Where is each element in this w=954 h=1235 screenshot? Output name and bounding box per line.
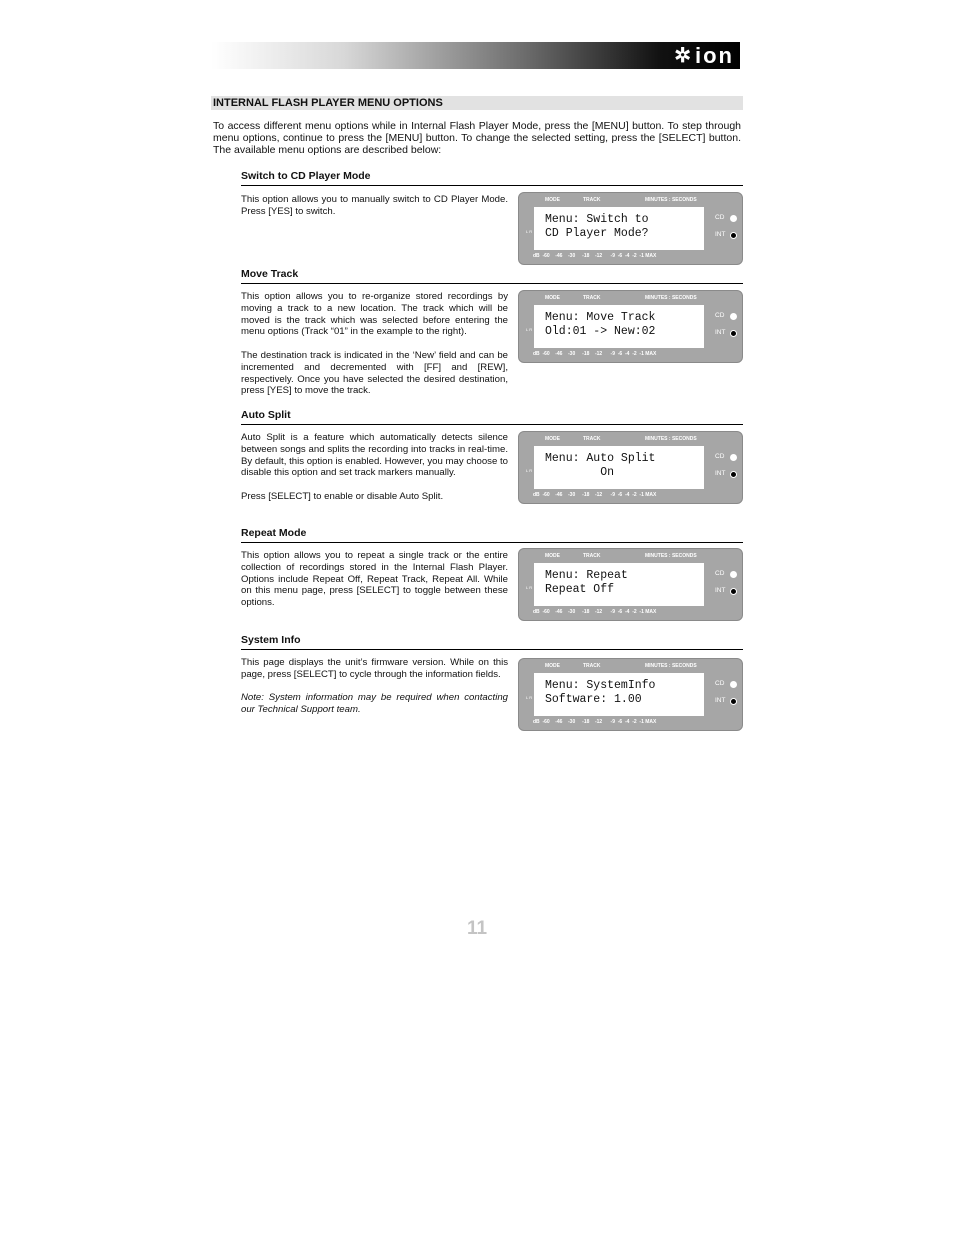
- paragraph: This option allows you to repeat a single track or the entire collection of recordings stored in the Internal Flash Player. Options include Repeat Off, Repeat Track, Repeat All. While on this menu page, press [SELECT] to toggle between these options.: [241, 550, 508, 609]
- section-title: INTERNAL FLASH PLAYER MENU OPTIONS: [211, 96, 743, 110]
- lcd-meter-scale: dB -60 -46 -30 -18 -12 -9 -6 -4 -2 -1 MAX: [533, 351, 657, 357]
- lcd-int-label: INT: [715, 587, 726, 594]
- subsection-text: [241, 550, 508, 621]
- subsection-text: [241, 194, 508, 229]
- lcd-int-label: INT: [715, 231, 726, 238]
- lcd-channel-label: L R: [526, 229, 533, 234]
- lcd-cd-label: CD: [715, 453, 725, 460]
- page-number: 11: [466, 918, 488, 939]
- lcd-int-label: INT: [715, 697, 726, 704]
- lcd-mode-label: MODE: [545, 436, 560, 442]
- subsection-text: [241, 432, 508, 515]
- header-bar: [211, 42, 740, 69]
- cd-indicator-icon: [730, 215, 737, 222]
- subsection-title: Auto Split: [241, 409, 743, 425]
- lcd-minutes-label: MINUTES : SECONDS: [645, 436, 697, 442]
- lcd-track-label: TRACK: [583, 295, 601, 301]
- int-indicator-icon: [730, 698, 737, 705]
- subsection-text: [241, 291, 508, 409]
- lcd-mode-label: MODE: [545, 663, 560, 669]
- int-indicator-icon: [730, 330, 737, 337]
- int-indicator-icon: [730, 232, 737, 239]
- lcd-meter-scale: dB -60 -46 -30 -18 -12 -9 -6 -4 -2 -1 MAX: [533, 492, 657, 498]
- ion-logo: [674, 44, 734, 67]
- note-paragraph: Note: System information may be required when contacting our Technical Support team.: [241, 692, 508, 716]
- subsection-title: Switch to CD Player Mode: [241, 170, 743, 186]
- lcd-track-label: TRACK: [583, 436, 601, 442]
- lcd-cd-label: CD: [715, 680, 725, 687]
- ion-star-icon: ✲: [674, 45, 693, 67]
- lcd-meter-scale: dB -60 -46 -30 -18 -12 -9 -6 -4 -2 -1 MAX: [533, 719, 657, 725]
- lcd-mode-label: MODE: [545, 197, 560, 203]
- lcd-screen-text: Menu: Auto Split On: [534, 446, 704, 489]
- lcd-display: [518, 548, 743, 621]
- cd-indicator-icon: [730, 454, 737, 461]
- lcd-minutes-label: MINUTES : SECONDS: [645, 197, 697, 203]
- paragraph: This page displays the unit’s firmware version. While on this page, press [SELECT] to cycle through the information fields.: [241, 657, 508, 680]
- paragraph: Auto Split is a feature which automatically detects silence between songs and splits the recording into tracks in real-time. By default, this option is enabled. However, you may choose to disable this option and set track markers manually.: [241, 432, 508, 479]
- paragraph: The destination track is indicated in the ‘New’ field and can be incremented and decremented with [FF] and [REW], respectively. Once you have selected the desired destination, press [YES] to move the track.: [241, 349, 508, 397]
- lcd-minutes-label: MINUTES : SECONDS: [645, 553, 697, 559]
- lcd-meter-scale: dB -60 -46 -30 -18 -12 -9 -6 -4 -2 -1 MAX: [533, 609, 657, 615]
- lcd-cd-label: CD: [715, 570, 725, 577]
- lcd-channel-label: L R: [526, 327, 533, 332]
- lcd-track-label: TRACK: [583, 197, 601, 203]
- lcd-mode-label: MODE: [545, 295, 560, 301]
- lcd-meter-scale: dB -60 -46 -30 -18 -12 -9 -6 -4 -2 -1 MAX: [533, 253, 657, 259]
- lcd-display: [518, 192, 743, 265]
- cd-indicator-icon: [730, 571, 737, 578]
- paragraph: Press [SELECT] to enable or disable Auto Split.: [241, 490, 444, 502]
- lcd-screen-text: Menu: Move Track Old:01 -> New:02: [534, 305, 704, 348]
- lcd-minutes-label: MINUTES : SECONDS: [645, 663, 697, 669]
- subsection-title: Repeat Mode: [241, 527, 743, 543]
- lcd-screen-text: Menu: Repeat Repeat Off: [534, 563, 704, 606]
- lcd-cd-label: CD: [715, 312, 725, 319]
- cd-indicator-icon: [730, 681, 737, 688]
- intro-paragraph: To access different menu options while in Internal Flash Player Mode, press the [MENU] button. To step through menu options, continue to press the [MENU] button. To change the selected setting, press the [SELECT] button. The available menu options are described below:: [213, 120, 741, 156]
- lcd-screen-text: Menu: Switch to CD Player Mode?: [534, 207, 704, 250]
- lcd-display: [518, 658, 743, 731]
- lcd-screen-text: Menu: SystemInfo Software: 1.00: [534, 673, 704, 716]
- lcd-channel-label: L R: [526, 695, 533, 700]
- lcd-display: [518, 431, 743, 504]
- int-indicator-icon: [730, 588, 737, 595]
- lcd-channel-label: L R: [526, 585, 533, 590]
- lcd-int-label: INT: [715, 329, 726, 336]
- lcd-mode-label: MODE: [545, 553, 560, 559]
- paragraph: This option allows you to manually switch to CD Player Mode. Press [YES] to switch.: [241, 194, 508, 217]
- lcd-cd-label: CD: [715, 214, 725, 221]
- subsection-title: Move Track: [241, 268, 743, 284]
- cd-indicator-icon: [730, 313, 737, 320]
- lcd-track-label: TRACK: [583, 663, 601, 669]
- paragraph: This option allows you to re-organize stored recordings by moving a track to a new location. The track which will be moved is the track which was selected before entering the menu options (Track “01” in the example to the right).: [241, 291, 508, 338]
- logo-text: ion: [695, 42, 734, 68]
- lcd-int-label: INT: [715, 470, 726, 477]
- subsection-title: System Info: [241, 634, 743, 650]
- int-indicator-icon: [730, 471, 737, 478]
- lcd-display: [518, 290, 743, 363]
- lcd-minutes-label: MINUTES : SECONDS: [645, 295, 697, 301]
- subsection-text: [241, 657, 508, 728]
- lcd-track-label: TRACK: [583, 553, 601, 559]
- lcd-channel-label: L R: [526, 468, 533, 473]
